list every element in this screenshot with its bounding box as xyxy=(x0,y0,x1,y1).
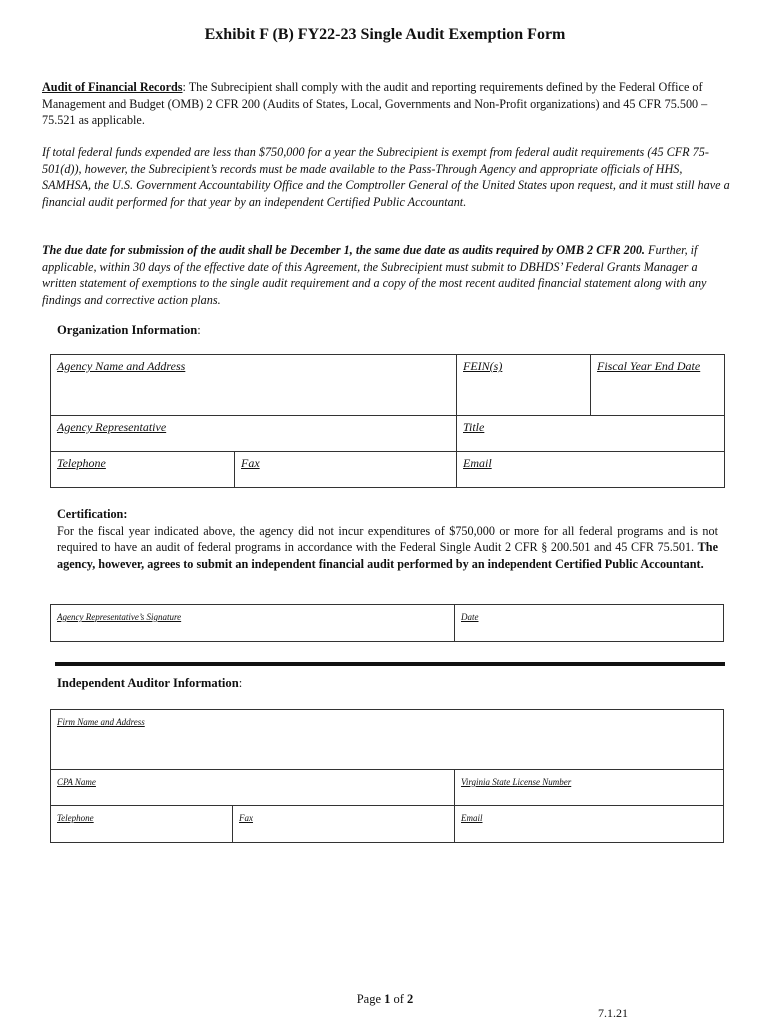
audit-records-heading: Audit of Financial Records xyxy=(42,80,183,94)
fein-field[interactable]: FEIN(s) xyxy=(457,355,591,416)
fiscal-year-field[interactable]: Fiscal Year End Date xyxy=(591,355,725,416)
certification-block xyxy=(57,506,718,572)
firm-name-field[interactable]: Firm Name and Address xyxy=(51,710,724,770)
org-info-heading: Organization Information: xyxy=(57,323,201,337)
auditor-fax-field[interactable]: Fax xyxy=(233,806,455,843)
certification-bold: The agency, however, agrees to submit an independent financial audit performed by an independent Certified Public Accountant. xyxy=(57,540,718,571)
auditor-info-heading: Independent Auditor Information: xyxy=(57,676,243,690)
page-title: Exhibit F (B) FY22-23 Single Audit Exemption Form xyxy=(204,26,566,43)
telephone-field[interactable]: Telephone xyxy=(51,452,235,488)
due-date-paragraph xyxy=(42,242,732,308)
exemption-paragraph: If total federal funds expended are less than $750,000 for a year the Subrecipient is exempt from federal audit requirements (45 CFR 75-501(d)), however, the Subrecipient’s records must be made available to the Pass-Through Agency and appropriate officials of HHS, SAMHSA, the U.S. Government Accountability Office and the Comptroller General of the United States upon request, and it must still have a financial audit performed for that year by an independent Certified Public Accountant. xyxy=(42,145,730,209)
signature-table xyxy=(50,604,724,642)
organization-table xyxy=(50,354,725,488)
audit-records-text: : The Subrecipient shall comply with the audit and reporting requirements defined by the Federal Office of Management and Budget (OMB) 2 CFR 200 (Audits of States, Local, Governments and Non-Profit organizations) and 45 CFR 75.500 – 75.521 as applicable. xyxy=(42,80,708,127)
certification-heading: Certification: xyxy=(57,507,128,521)
email-field[interactable]: Email xyxy=(457,452,725,488)
agency-representative-field[interactable]: Agency Representative xyxy=(51,416,457,452)
due-date-bold: The due date for submission of the audit shall be December 1, the same due date as audits required by OMB 2 CFR 200. xyxy=(42,243,645,257)
certification-text: For the fiscal year indicated above, the agency did not incur expenditures of $750,000 or more for all federal programs and is not required to have an audit of federal programs in accordance with the Federal Single Audit 2 CFR § 200.501 and 45 CFR 75.501. xyxy=(57,523,718,554)
auditor-email-field[interactable]: Email xyxy=(455,806,724,843)
audit-records-paragraph xyxy=(42,79,732,129)
section-divider xyxy=(55,662,725,666)
auditor-telephone-field[interactable]: Telephone xyxy=(51,806,233,843)
agency-name-field[interactable]: Agency Name and Address xyxy=(51,355,457,416)
title-field[interactable]: Title xyxy=(457,416,725,452)
auditor-table xyxy=(50,709,724,843)
date-field[interactable]: Date xyxy=(455,605,724,642)
license-number-field[interactable]: Virginia State License Number xyxy=(455,770,724,806)
signature-field[interactable]: Agency Representative’s Signature xyxy=(51,605,455,642)
fax-field[interactable]: Fax xyxy=(235,452,457,488)
page-number: Page 1 of 2 xyxy=(356,992,414,1006)
due-date-italic: Further, if applicable, within 30 days of the effective date of this Agreement, the Subrecipient must submit to DBHDS’ Federal Grants Manager a written statement of exemptions to the single audit requirement and a copy of the most recent audited financial statement along with any findings and corrective action plans. xyxy=(42,243,707,307)
version-date: 7.1.21 xyxy=(598,1006,628,1020)
cpa-name-field[interactable]: CPA Name xyxy=(51,770,455,806)
